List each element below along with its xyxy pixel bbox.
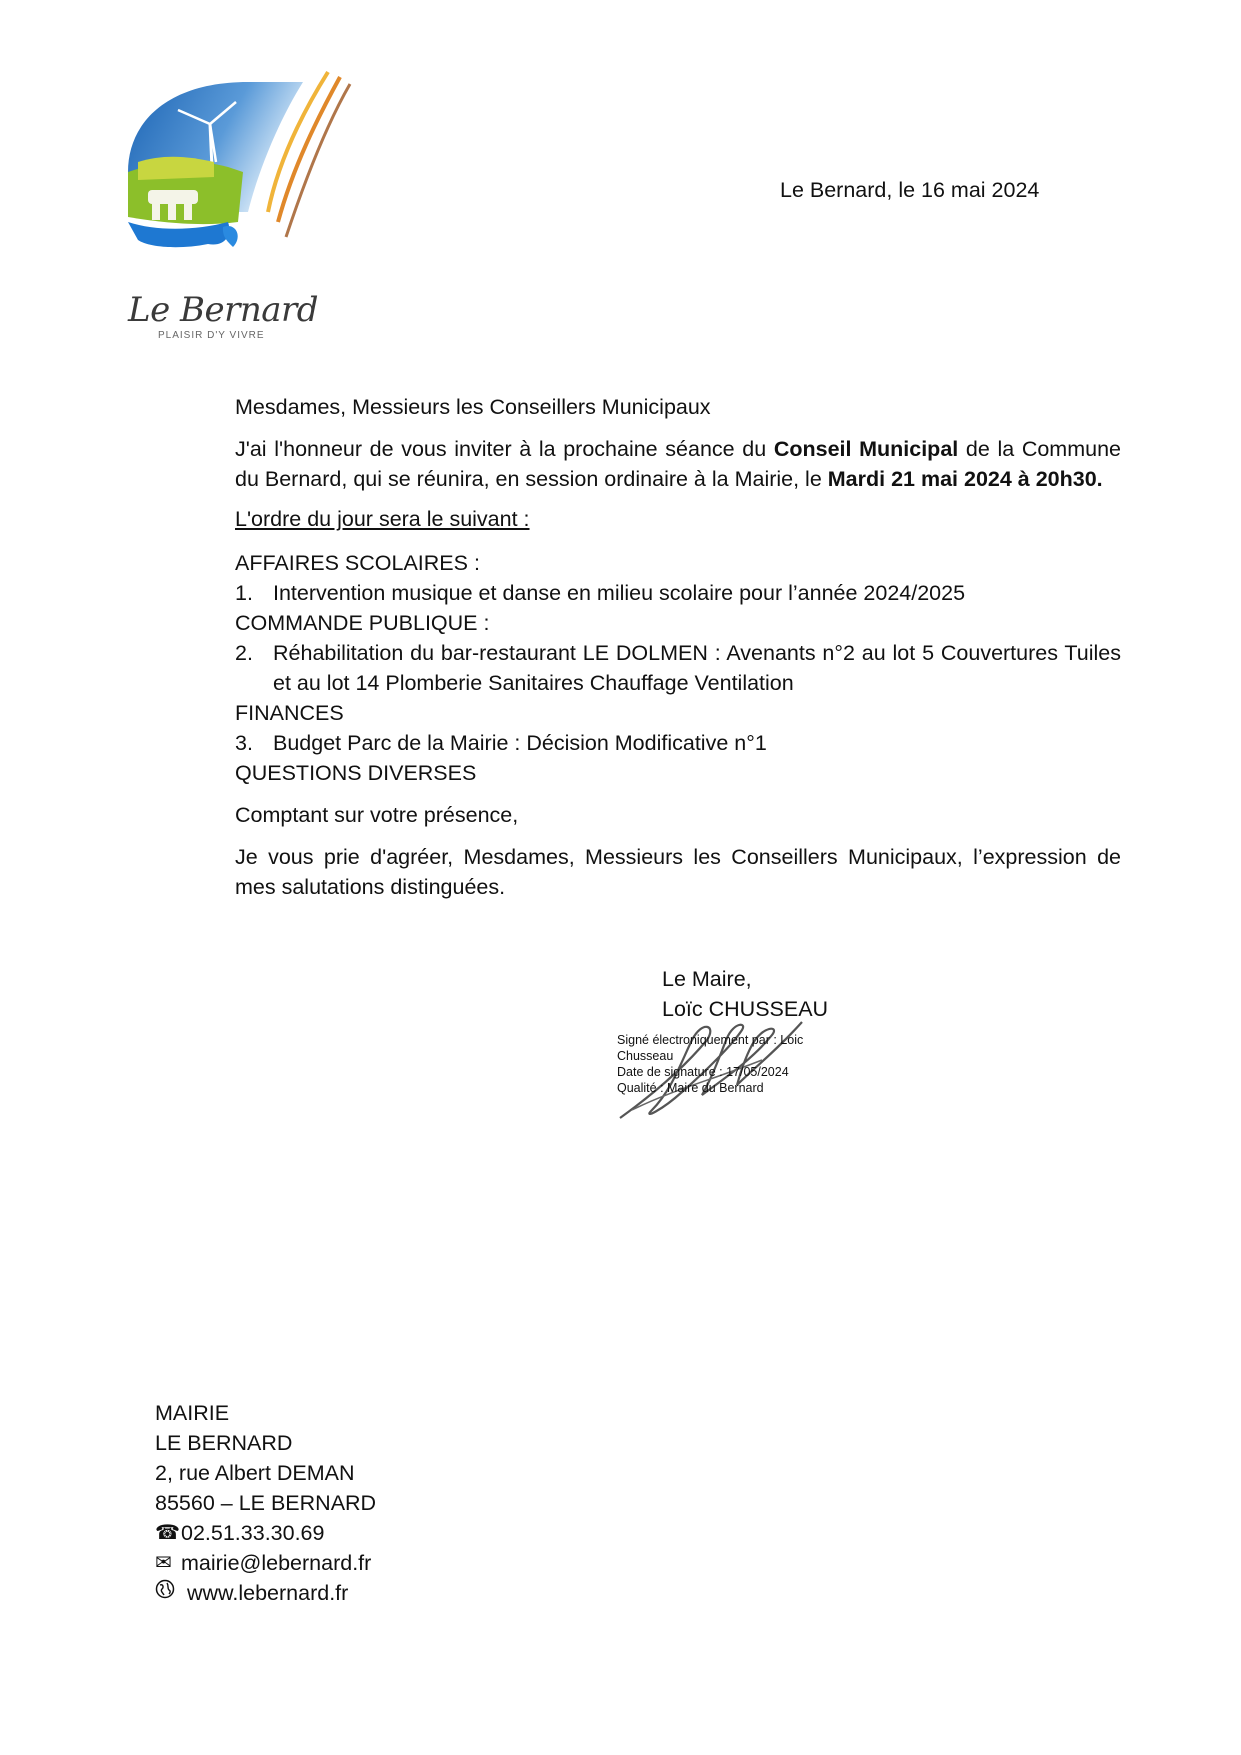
agenda-item-number: 2. bbox=[235, 641, 253, 665]
closing-formula: Je vous prie d'agréer, Mesdames, Messieurs les Conseillers Municipaux, l’expression de mes salutations distinguées. bbox=[235, 845, 1121, 899]
agenda-section-heading: COMMANDE PUBLIQUE : bbox=[235, 611, 490, 635]
footer-email-row bbox=[155, 1548, 376, 1578]
footer-line-town: LE BERNARD bbox=[155, 1431, 293, 1455]
esign-signed-by: Signé électroniquement par : Loic bbox=[617, 1033, 804, 1047]
agenda-item bbox=[235, 728, 1121, 758]
logo-graphic bbox=[118, 62, 368, 292]
footer-email[interactable]: mairie@lebernard.fr bbox=[181, 1551, 372, 1575]
agenda-section-heading: AFFAIRES SCOLAIRES : bbox=[235, 551, 480, 575]
signatory-name: Loïc CHUSSEAU bbox=[662, 997, 829, 1021]
intro-paragraph bbox=[235, 434, 1121, 494]
agenda-item-text: Intervention musique et danse en milieu scolaire pour l’année 2024/2025 bbox=[273, 581, 966, 605]
footer-address: 2, rue Albert DEMAN bbox=[155, 1461, 355, 1485]
footer-phone-row bbox=[155, 1518, 376, 1548]
envelope-icon: ✉ bbox=[155, 1552, 172, 1574]
agenda-item-text: Budget Parc de la Mairie : Décision Modificative n°1 bbox=[273, 731, 767, 755]
closing-line: Comptant sur votre présence, bbox=[235, 803, 519, 827]
agenda-item-number: 3. bbox=[235, 731, 253, 755]
footer-web-row bbox=[155, 1578, 376, 1608]
footer-city: 85560 – LE BERNARD bbox=[155, 1491, 377, 1515]
town-logo bbox=[118, 62, 368, 352]
agenda-list bbox=[235, 548, 1121, 788]
council-name: Conseil Municipal bbox=[773, 437, 959, 461]
logo-tagline: PLAISIR D'Y VIVRE bbox=[158, 330, 265, 341]
footer-line-mairie: MAIRIE bbox=[155, 1401, 230, 1425]
agenda-item bbox=[235, 638, 1121, 698]
logo-wordmark: Le Bernard bbox=[128, 290, 319, 330]
mairie-contact-block bbox=[155, 1398, 376, 1608]
letter-body bbox=[235, 392, 1121, 902]
letter-date: Le Bernard, le 16 mai 2024 bbox=[780, 178, 1040, 202]
agenda-item bbox=[235, 578, 1121, 608]
salutation: Mesdames, Messieurs les Conseillers Municipaux bbox=[235, 395, 711, 419]
agenda-item-number: 1. bbox=[235, 581, 253, 605]
esign-signed-by-cont: Chusseau bbox=[617, 1049, 674, 1063]
globe-icon bbox=[155, 1578, 181, 1608]
questions-heading: QUESTIONS DIVERSES bbox=[235, 761, 477, 785]
electronic-signature-stamp bbox=[617, 1032, 803, 1096]
footer-website[interactable]: www.lebernard.fr bbox=[187, 1581, 349, 1605]
signatory-title: Le Maire, bbox=[662, 967, 752, 991]
footer-phone: 02.51.33.30.69 bbox=[181, 1521, 325, 1545]
agenda-item-text: Réhabilitation du bar-restaurant LE DOLMEN : Avenants n°2 au lot 5 Couvertures Tuiles et au lot 14 Plomberie Sanitaires Chauffage Ventilation bbox=[273, 641, 1121, 695]
esign-quality: Qualité : Maire du Bernard bbox=[617, 1081, 764, 1095]
agenda-section-heading: FINANCES bbox=[235, 701, 344, 725]
intro-text-1: J'ai l'honneur de vous inviter à la prochaine séance du bbox=[235, 437, 774, 461]
telephone-icon: ☎ bbox=[155, 1522, 180, 1544]
intro-text-2: de la Commune du Bernard, qui se réunira, en session ordinaire à la Mairie, le bbox=[235, 437, 1121, 491]
esign-date: Date de signature : 17/05/2024 bbox=[617, 1065, 789, 1079]
agenda-heading: L'ordre du jour sera le suivant : bbox=[235, 507, 530, 531]
meeting-datetime: Mardi 21 mai 2024 à 20h30. bbox=[827, 467, 1103, 491]
